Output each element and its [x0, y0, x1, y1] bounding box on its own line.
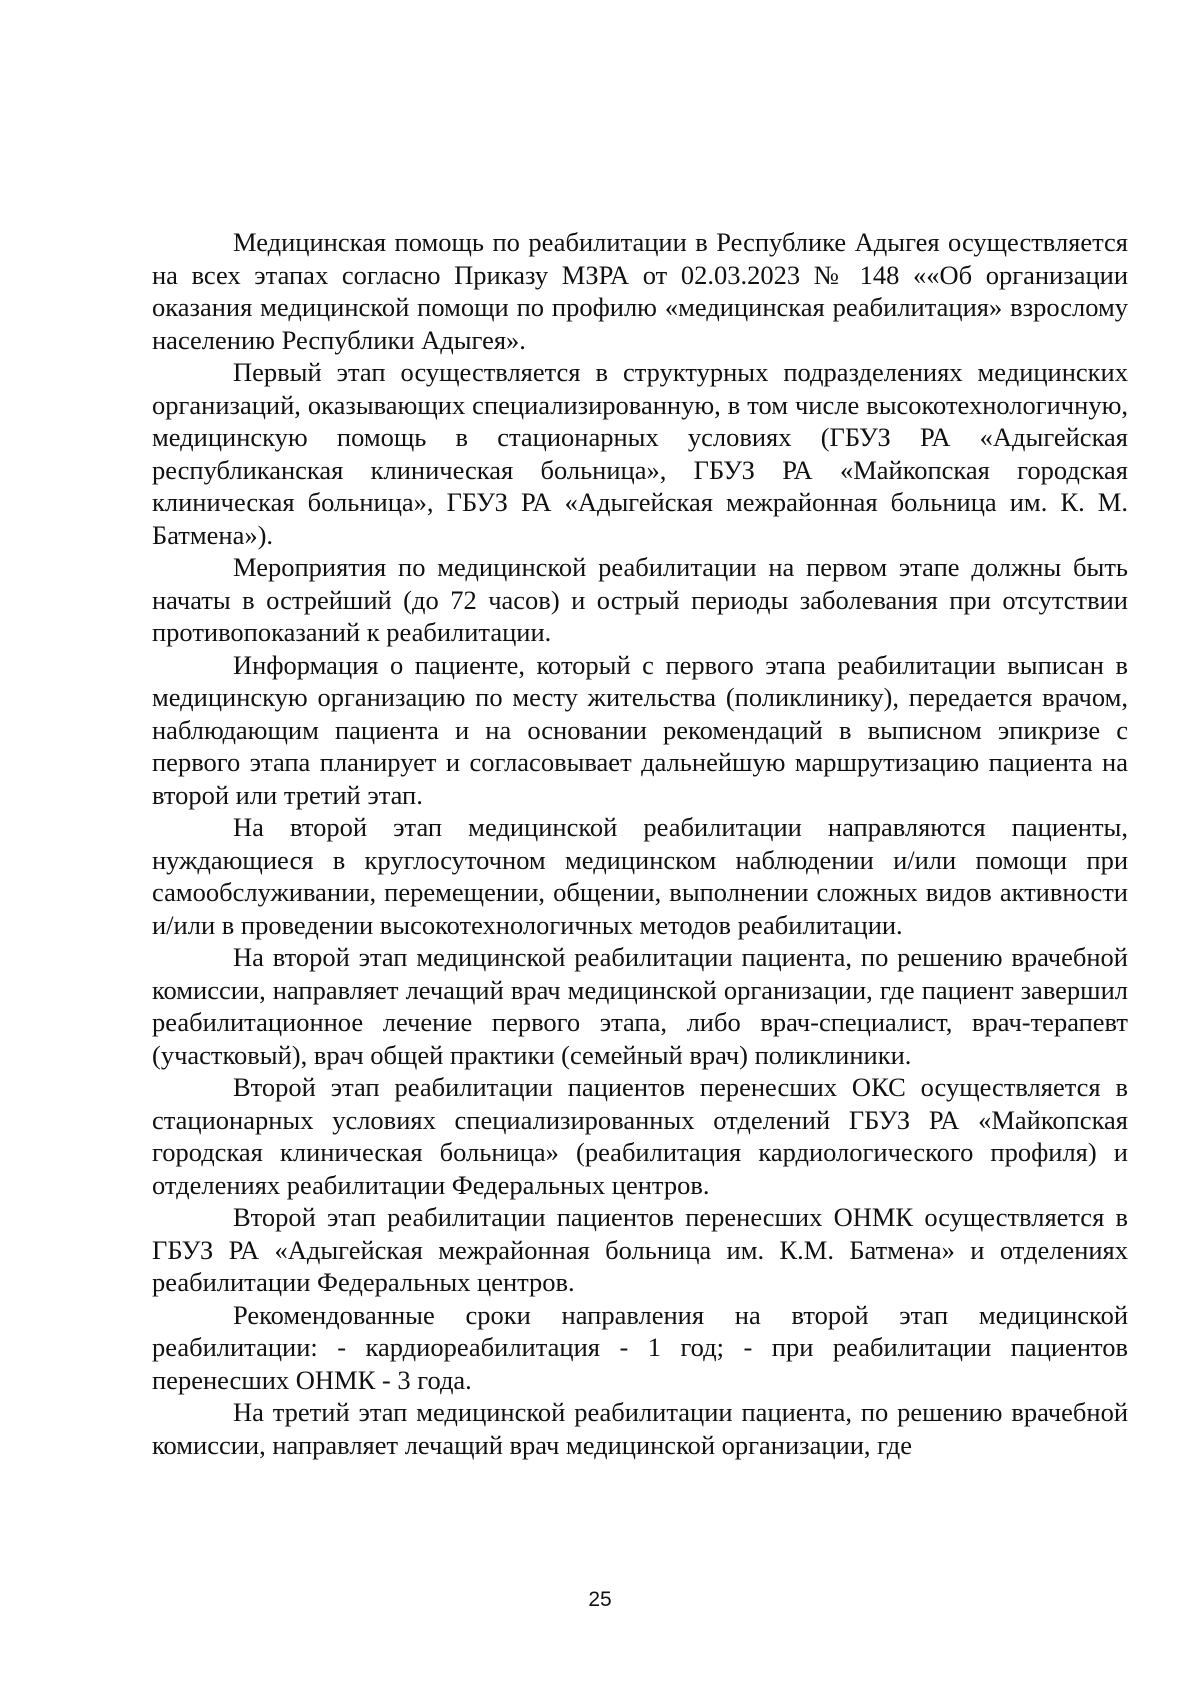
paragraph: На второй этап медицинской реабилитации пациента, по решению врачебной комиссии, направляет лечащий врач медицинской организации, где пациент завершил реабилитационное лечение первого этапа, либо врач-специалист, врач-терапевт (участковый), врач общей практики (семейный врач) поликлиники. — [152, 942, 1128, 1070]
paragraph: Рекомендованные сроки направления на второй этап медицинской реабилитации: - кардиореабилитация - 1 год; - при реабилитации пациентов перенесших ОНМК - 3 года. — [152, 1299, 1128, 1395]
page-number: 25 — [588, 1588, 612, 1611]
document-body — [152, 226, 1128, 1461]
paragraph: На третий этап медицинской реабилитации пациента, по решению врачебной комиссии, направляет лечащий врач медицинской организации, где — [152, 1397, 1128, 1460]
paragraph: Второй этап реабилитации пациентов перенесших ОКС осуществляется в стационарных условиях специализированных отделений ГБУЗ РА «Майкопская городская клиническая больница» (реабилитация кардиологического профиля) и отделениях реабилитации Федеральных центров. — [152, 1072, 1128, 1200]
paragraph: Мероприятия по медицинской реабилитации на первом этапе должны быть начаты в острейший (до 72 часов) и острый периоды заболевания при отсутствии противопоказаний к реабилитации. — [152, 552, 1128, 647]
paragraph: На второй этап медицинской реабилитации направляются пациенты, нуждающиеся в круглосуточном медицинском наблюдении и/или помощи при самообслуживании, перемещении, общении, выполнении сложных видов активности и/или в проведении высокотехнологичных методов реабилитации. — [152, 812, 1128, 940]
paragraph: Первый этап осуществляется в структурных подразделениях медицинских организаций, оказывающих специализированную, в том числе высокотехнологичную, медицинскую помощь в стационарных условиях (ГБУЗ РА «Адыгейская республиканская клиническая больница», ГБУЗ РА «Майкопская городская клиническая больница», ГБУЗ РА «Адыгейская межрайонная больница им. К. М. Батмена»). — [152, 357, 1128, 550]
paragraph: Информация о пациенте, который с первого этапа реабилитации выписан в медицинскую организацию по месту жительства (поликлинику), передается врачом, наблюдающим пациента и на основании рекомендаций в выписном эпикризе с первого этапа планирует и согласовывает дальнейшую маршрутизацию пациента на второй или третий этап. — [152, 649, 1128, 810]
paragraph: Второй этап реабилитации пациентов перенесших ОНМК осуществляется в ГБУЗ РА «Адыгейская межрайонная больница им. К.М. Батмена» и отделениях реабилитации Федеральных центров. — [152, 1202, 1128, 1297]
paragraph: Медицинская помощь по реабилитации в Республике Адыгея осуществляется на всех этапах согласно Приказу МЗРА от 02.03.2023 № 148 ««Об организации оказания медицинской помощи по профилю «медицинская реабилитация» взрослому населению Республики Адыгея». — [152, 227, 1128, 355]
